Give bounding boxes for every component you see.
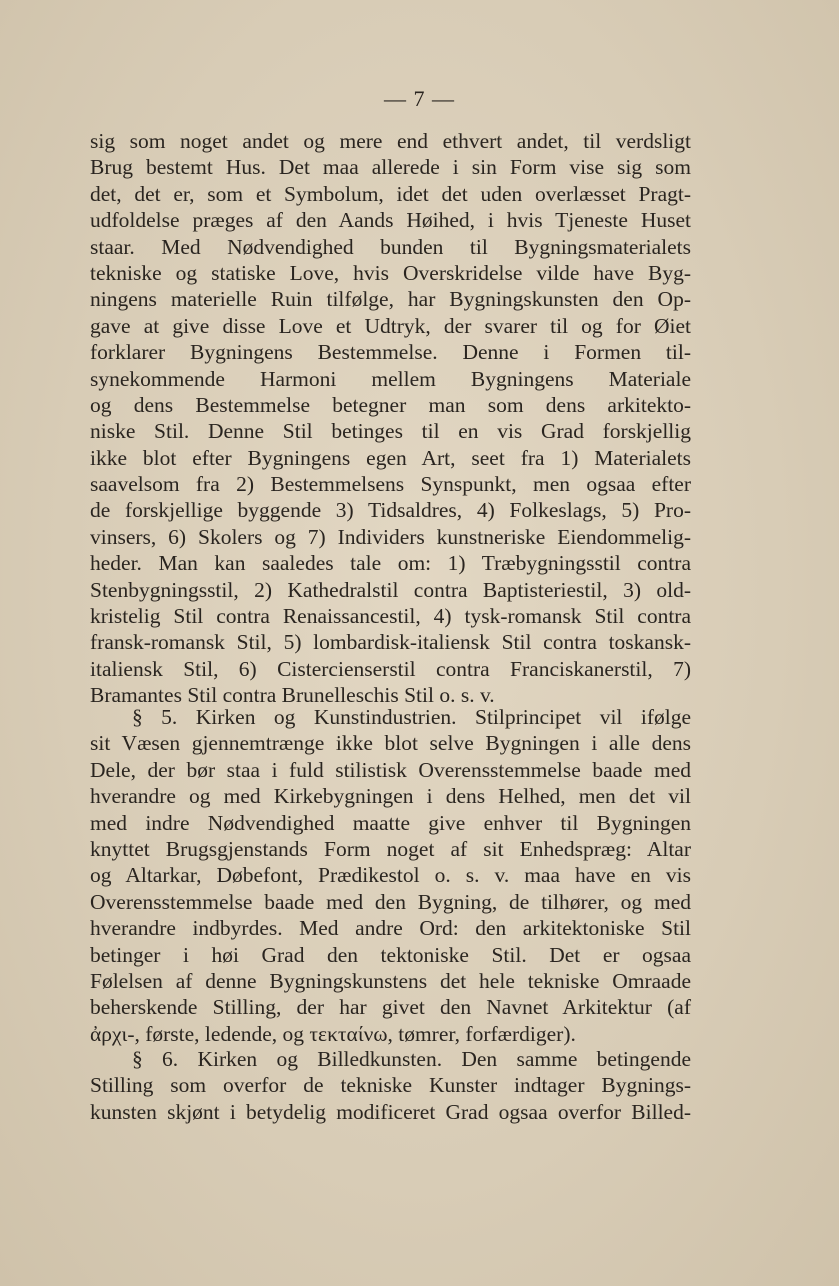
paragraph-stil (90, 128, 691, 709)
text-line: tekniske og statiske Love, hvis Overskridelse vilde have Byg- (90, 260, 691, 285)
text-line: Bramantes Stil contra Brunelleschis Stil o. s. v. (90, 683, 495, 708)
text-line: italiensk Stil, 6) Cistercienserstil contra Franciskanerstil, 7) (90, 656, 691, 681)
text-line: Overensstemmelse baade med den Bygning, de tilhører, og med (90, 889, 691, 914)
text-line: Følelsen af denne Bygningskunstens det hele tekniske Omraade (90, 968, 691, 993)
paragraph-section-5 (90, 704, 691, 1047)
text-line: knyttet Brugsgjenstands Form noget af sit Enhedspræg: Altar (90, 836, 691, 861)
paragraph-section-6 (90, 1046, 691, 1125)
text-line: staar. Med Nødvendighed bunden til Bygningsmaterialets (90, 234, 691, 259)
text-line: sit Væsen gjennemtrænge ikke blot selve Bygningen i alle dens (90, 731, 691, 756)
text-line: fransk-romansk Stil, 5) lombardisk-italiensk Stil contra toskansk- (90, 630, 691, 655)
page-number: — 7 — (384, 86, 455, 111)
text-line: og Altarkar, Døbefont, Prædikestol o. s. v. maa have en vis (90, 863, 691, 888)
text-line: det, det er, som et Symbolum, idet det uden overlæsset Pragt- (90, 181, 691, 206)
text-line: udfoldelse præges af den Aands Høihed, i hvis Tjeneste Huset (90, 208, 691, 233)
text-line: hverandre og med Kirkebygningen i dens Helhed, men det vil (90, 784, 691, 809)
text-line: saavelsom fra 2) Bestemmelsens Synspunkt, men ogsaa efter (90, 472, 691, 497)
text-line: heder. Man kan saaledes tale om: 1) Træbygningsstil contra (90, 551, 691, 576)
text-line: synekommende Harmoni mellem Bygningens Materiale (90, 366, 691, 391)
text-line: kristelig Stil contra Renaissancestil, 4) tysk-romansk Stil contra (90, 604, 691, 629)
section-heading-line: § 5. Kirken og Kunstindustrien. Stilprincipet vil ifølge (132, 705, 691, 729)
text-line: ikke blot efter Bygningens egen Art, seet fra 1) Materialets (90, 445, 691, 470)
text-line: betinger i høi Grad den tektoniske Stil. Det er ogsaa (90, 942, 691, 967)
text-line: forklarer Bygningens Bestemmelse. Denne i Formen til- (90, 340, 691, 365)
text-line: Brug bestemt Hus. Det maa allerede i sin Form vise sig som (90, 155, 691, 180)
text-line: vinsers, 6) Skolers og 7) Individers kunstneriske Eiendommelig- (90, 524, 691, 549)
text-line: ningens materielle Ruin tilfølge, har Bygningskunsten den Op- (90, 287, 691, 312)
text-line: hverandre indbyrdes. Med andre Ord: den arkitektoniske Stil (90, 916, 691, 941)
text-line: med indre Nødvendighed maatte give enhver til Bygningen (90, 810, 691, 835)
text-line: og dens Bestemmelse betegner man som dens arkitekto- (90, 392, 691, 417)
text-line: beherskende Stilling, der har givet den Navnet Arkitektur (af (90, 995, 691, 1020)
text-line: sig som noget andet og mere end ethvert andet, til verdsligt (90, 129, 691, 153)
text-line: ἀρχι-, første, ledende, og τεκταίνω, tømrer, forfærdiger). (90, 1021, 576, 1046)
text-line: kunsten skjønt i betydelig modificeret Grad ogsaa overfor Billed- (90, 1099, 691, 1124)
text-line: Stilling som overfor de tekniske Kunster indtager Bygnings- (90, 1073, 691, 1098)
text-line: niske Stil. Denne Stil betinges til en vis Grad forskjellig (90, 419, 691, 444)
text-line: Dele, der bør staa i fuld stilistisk Overensstemmelse baade med (90, 757, 691, 782)
text-line: Stenbygningsstil, 2) Kathedralstil contra Baptisteriestil, 3) old- (90, 577, 691, 602)
text-line: de forskjellige byggende 3) Tidsaldres, 4) Folkeslags, 5) Pro- (90, 498, 691, 523)
text-line: gave at give disse Love et Udtryk, der svarer til og for Øiet (90, 313, 691, 338)
section-heading-line: § 6. Kirken og Billedkunsten. Den samme betingende (132, 1047, 691, 1071)
